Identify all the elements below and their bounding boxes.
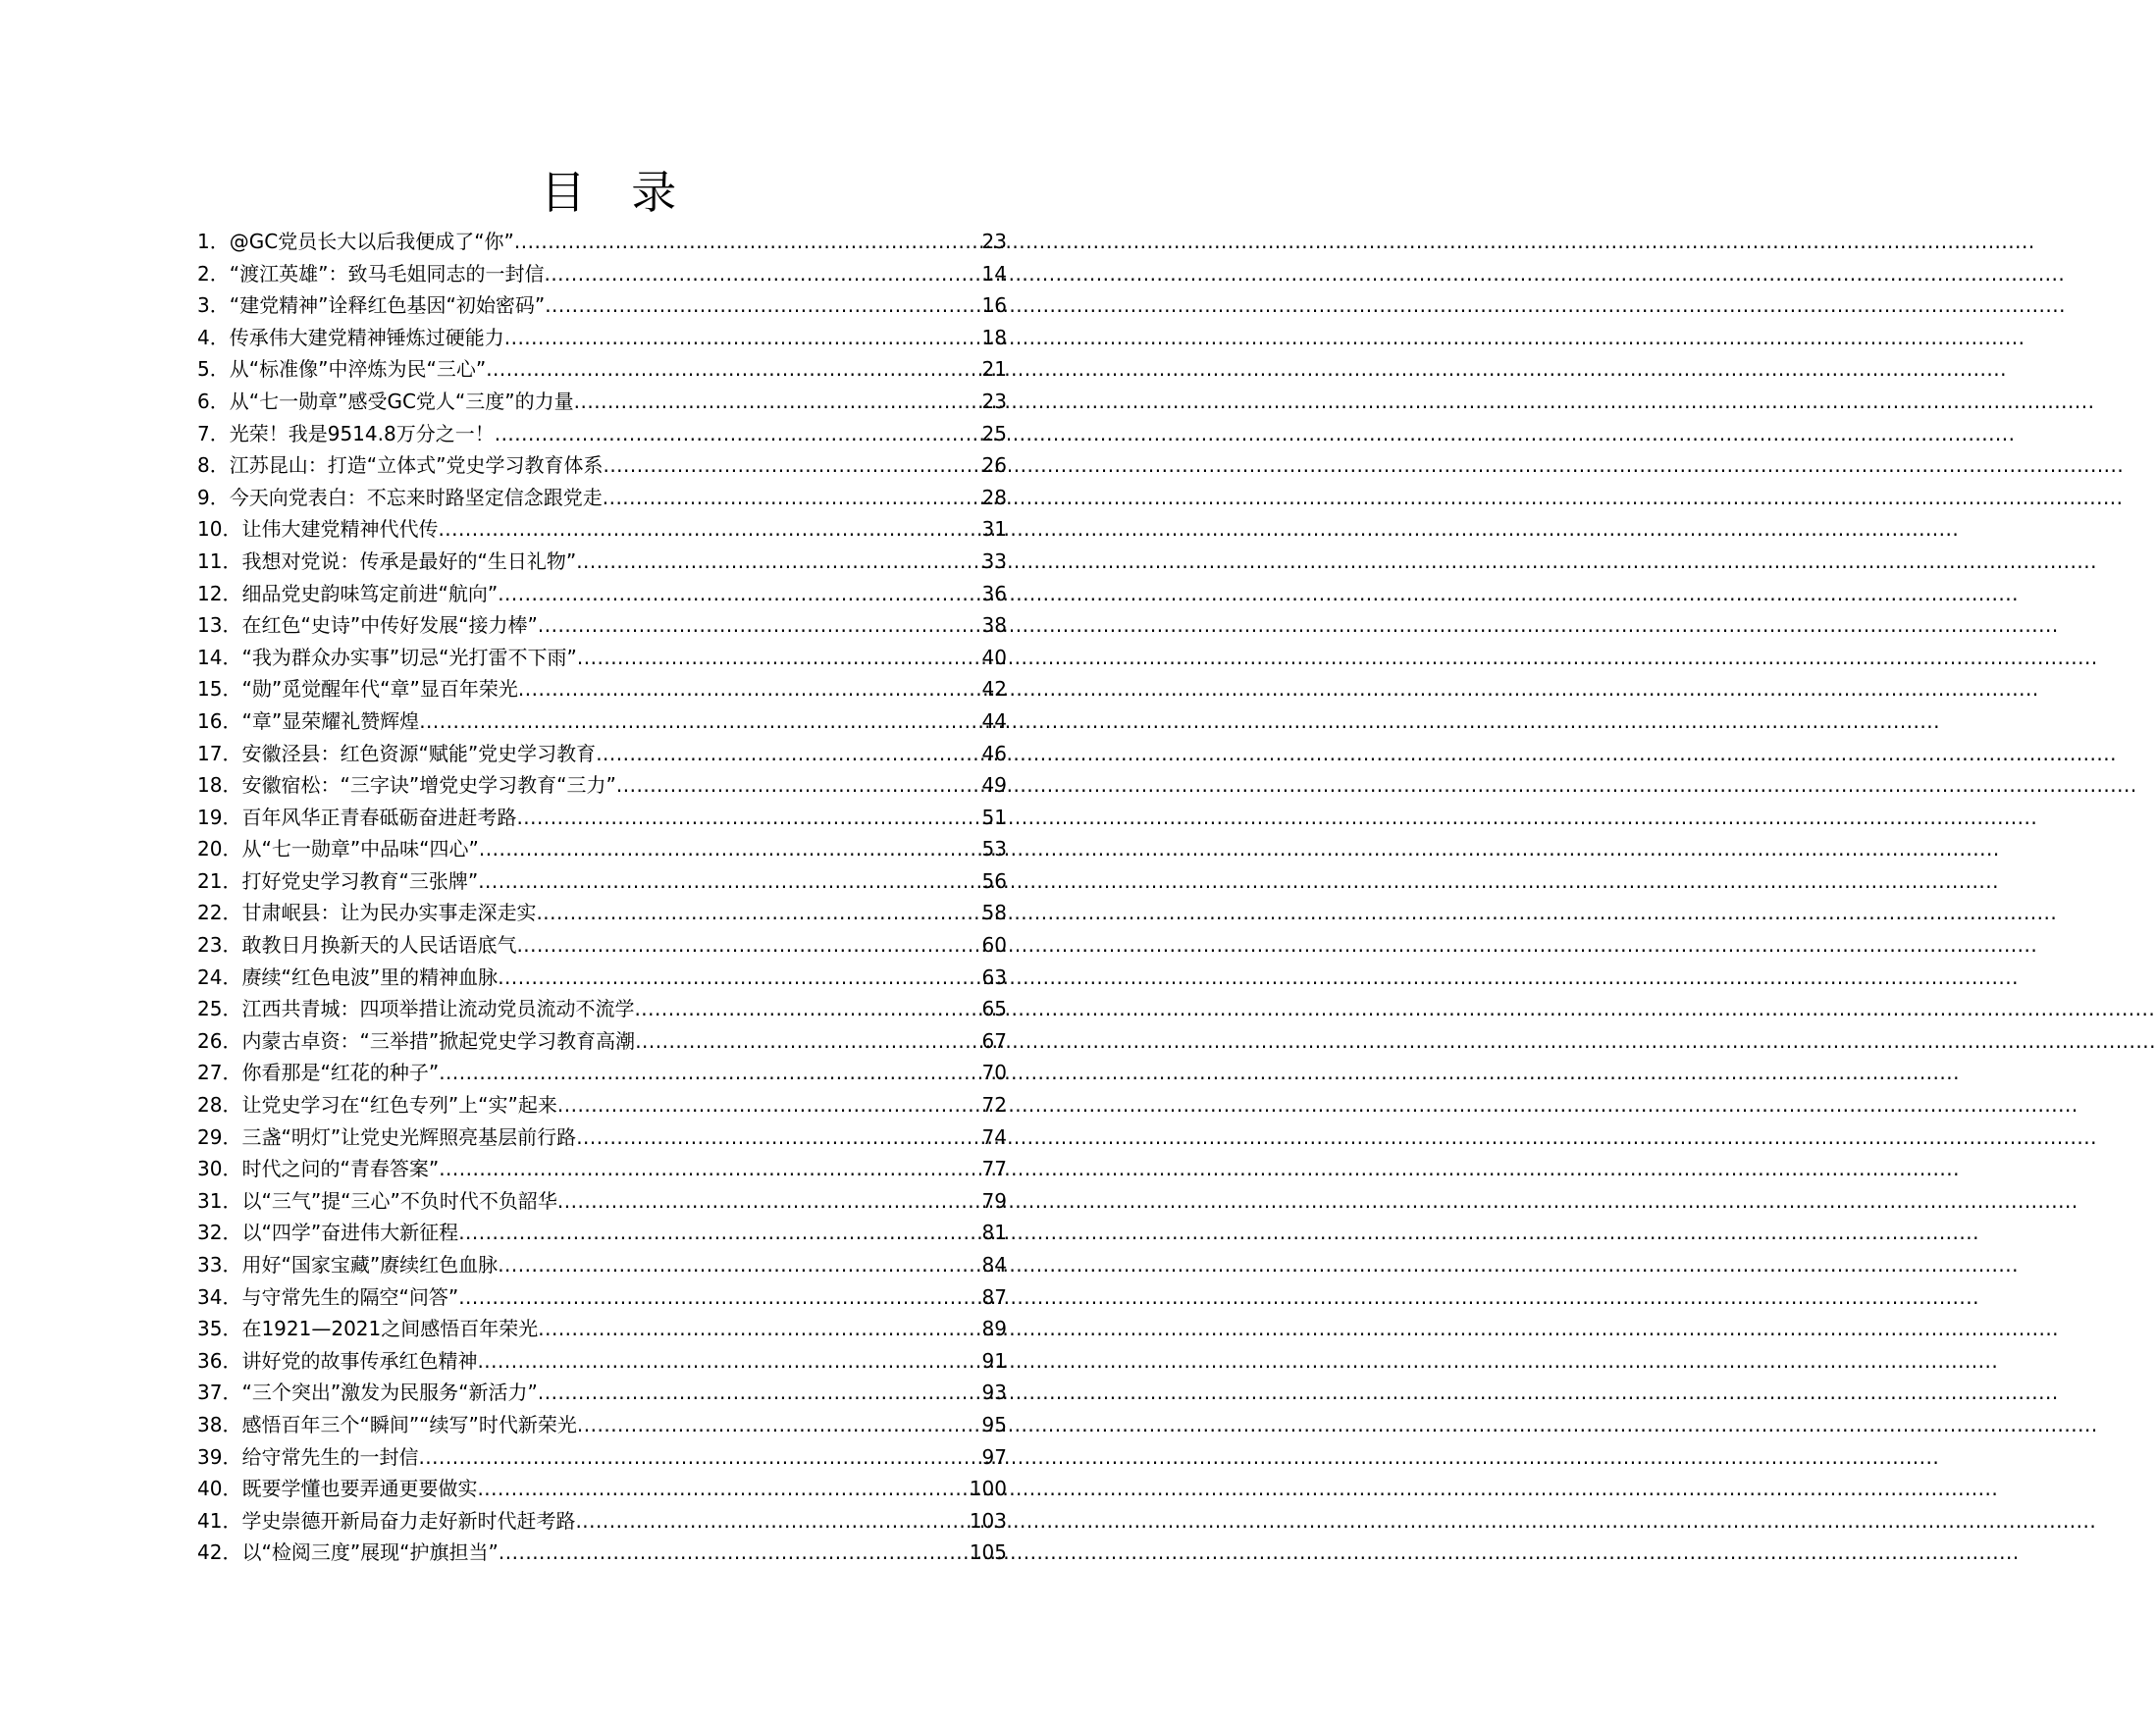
toc-entry[interactable]	[197, 1089, 1007, 1121]
toc-dot-leader	[458, 1281, 981, 1314]
toc-dot-leader	[557, 1089, 982, 1121]
toc-entry-number: 32．	[197, 1221, 242, 1245]
toc-entry-title: 在1921—2021之间感悟百年荣光	[241, 1317, 539, 1341]
toc-entry-title: “我为群众办实事”切忌“光打雷不下雨”	[241, 645, 577, 669]
toc-dot-leader	[478, 865, 981, 898]
toc-entry-number: 30．	[197, 1157, 242, 1181]
toc-entry-title: 给守常先生的一封信	[241, 1444, 419, 1469]
toc-entry-page-number: 44	[981, 708, 1007, 733]
toc-dot-leader	[557, 1185, 982, 1218]
toc-entry-title: 百年风华正青春砥砺奋进赶考路	[241, 805, 517, 829]
toc-entry[interactable]	[197, 769, 1007, 802]
toc-entry-page-number: 72	[981, 1093, 1007, 1118]
toc-entry-title: 赓续“红色电波”里的精神血脉	[241, 965, 499, 989]
toc-entry-title: “勋”觅觉醒年代“章”显百年荣光	[241, 677, 518, 702]
toc-entry-number: 8．	[197, 453, 230, 478]
toc-entry-number: 15．	[197, 677, 242, 702]
toc-entry-number: 37．	[197, 1381, 242, 1405]
toc-entry-number: 31．	[197, 1188, 242, 1213]
toc-entry-title: “章”显荣耀礼赞辉煌	[241, 708, 420, 733]
toc-entry-page-number: 60	[981, 933, 1007, 958]
toc-entry[interactable]	[197, 1057, 1007, 1089]
toc-dot-leader	[504, 322, 982, 354]
toc-entry-title: “建党精神”诠释红色基因“初始密码”	[229, 293, 546, 318]
toc-entry-title: 从“七一勋章”感受GC党人“三度”的力量	[229, 389, 574, 413]
toc-entry-number: 26．	[197, 1028, 242, 1053]
toc-entry-number: 29．	[197, 1124, 242, 1149]
toc-entry-title: 感悟百年三个“瞬间”“续写”时代新荣光	[241, 1412, 577, 1436]
toc-entry-title: @GC党员长大以后我便成了“你”	[229, 230, 514, 253]
toc-entry-title: 讲好党的故事传承红色精神	[241, 1348, 478, 1373]
toc-dot-leader	[545, 289, 981, 322]
toc-entry-page-number: 14	[981, 261, 1007, 286]
toc-entry-page-number: 25	[981, 421, 1007, 445]
toc-entry-number: 23．	[197, 933, 242, 958]
toc-entry-number: 3．	[197, 293, 230, 318]
toc-dot-leader	[536, 897, 981, 929]
toc-entry-title: 在红色“史诗”中传好发展“接力棒”	[241, 613, 538, 638]
toc-dot-leader	[498, 578, 981, 610]
toc-entry-page-number: 89	[981, 1317, 1007, 1341]
toc-entry-page-number: 79	[981, 1188, 1007, 1213]
toc-dot-leader	[544, 258, 981, 290]
toc-dot-leader	[499, 1537, 970, 1569]
toc-dot-leader	[576, 1121, 981, 1154]
toc-entry-page-number: 65	[981, 997, 1007, 1021]
toc-entry-page-number: 67	[981, 1028, 1007, 1053]
toc-dot-leader	[634, 993, 981, 1025]
toc-entry-number: 36．	[197, 1348, 242, 1373]
toc-entry-page-number: 42	[981, 677, 1007, 702]
toc-entry[interactable]	[197, 1153, 1007, 1185]
toc-entry-number: 14．	[197, 645, 242, 669]
toc-entry-number: 1．	[197, 230, 230, 253]
toc-dot-leader	[596, 738, 981, 770]
toc-entry-title: 时代之问的“青春答案”	[241, 1157, 440, 1181]
toc-entry-number: 25．	[197, 997, 242, 1021]
toc-title: 目 录	[540, 166, 693, 219]
toc-entry[interactable]	[197, 929, 1007, 962]
toc-entry-number: 10．	[197, 517, 242, 542]
toc-entry-page-number: 58	[981, 901, 1007, 925]
toc-entry-title: 敢教日月换新天的人民话语底气	[241, 933, 517, 958]
toc-dot-leader	[603, 482, 982, 514]
toc-dot-leader	[516, 802, 981, 834]
toc-dot-leader	[516, 929, 981, 962]
toc-entry-page-number: 97	[981, 1444, 1007, 1469]
toc-entry[interactable]	[197, 226, 1007, 258]
toc-entry-page-number: 63	[981, 965, 1007, 989]
toc-entry[interactable]	[197, 1121, 1007, 1154]
toc-entry-number: 34．	[197, 1284, 242, 1309]
toc-entry-number: 5．	[197, 357, 230, 382]
toc-entry[interactable]	[197, 258, 1007, 290]
toc-entry-title: 安徽泾县：红色资源“赋能”党史学习教育	[241, 741, 597, 765]
toc-entry-title: 安徽宿松：“三字诀”增党史学习教育“三力”	[241, 773, 616, 798]
toc-entry[interactable]	[197, 482, 1007, 514]
toc-dot-leader	[479, 833, 982, 865]
toc-entry[interactable]	[197, 449, 1007, 482]
toc-list	[197, 226, 1007, 1569]
toc-entry-number: 27．	[197, 1061, 242, 1085]
toc-entry-number: 12．	[197, 581, 242, 605]
toc-dot-leader	[439, 1057, 981, 1089]
toc-dot-leader	[495, 418, 982, 450]
toc-entry-number: 17．	[197, 741, 242, 765]
toc-entry-number: 20．	[197, 837, 242, 861]
toc-entry-number: 21．	[197, 868, 242, 893]
toc-entry[interactable]	[197, 1025, 1007, 1058]
toc-entry-page-number: 31	[981, 517, 1007, 542]
toc-entry[interactable]	[197, 1185, 1007, 1218]
toc-dot-leader	[498, 962, 981, 994]
toc-dot-leader	[419, 705, 981, 738]
toc-entry-page-number: 40	[981, 645, 1007, 669]
toc-entry[interactable]	[197, 642, 1007, 674]
toc-entry-page-number: 51	[981, 805, 1007, 829]
toc-entry[interactable]	[197, 1313, 1007, 1345]
toc-dot-leader	[477, 1345, 981, 1378]
toc-entry-page-number: 105	[969, 1540, 1007, 1565]
toc-entry[interactable]	[197, 609, 1007, 642]
toc-entry-page-number: 33	[981, 548, 1007, 573]
toc-entry-title: 内蒙古卓资：“三举措”掀起党史学习教育高潮	[241, 1028, 636, 1053]
toc-entry[interactable]	[197, 705, 1007, 738]
toc-entry-title: 今天向党表白：不忘来时路坚定信念跟党走	[229, 485, 603, 509]
toc-dot-leader	[635, 1025, 981, 1058]
toc-entry-number: 6．	[197, 389, 230, 413]
toc-entry-page-number: 21	[981, 357, 1007, 382]
toc-entry-page-number: 74	[981, 1124, 1007, 1149]
toc-entry-number: 9．	[197, 485, 230, 509]
toc-entry[interactable]	[197, 578, 1007, 610]
toc-entry-page-number: 26	[981, 453, 1007, 478]
toc-entry[interactable]	[197, 1505, 1007, 1538]
toc-entry-page-number: 81	[981, 1221, 1007, 1245]
toc-dot-leader	[518, 673, 982, 705]
toc-entry-number: 24．	[197, 965, 242, 989]
toc-entry-title: 细品党史韵味笃定前进“航向”	[241, 581, 499, 605]
toc-entry-page-number: 23	[981, 389, 1007, 413]
toc-entry-title: “渡江英雄”：致马毛姐同志的一封信	[229, 261, 545, 286]
toc-entry[interactable]	[197, 1473, 1007, 1505]
toc-entry[interactable]	[197, 962, 1007, 994]
toc-entry-title: 让伟大建党精神代代传	[241, 517, 439, 542]
toc-dot-leader	[439, 1153, 981, 1185]
toc-entry[interactable]	[197, 1345, 1007, 1378]
toc-entry[interactable]	[197, 673, 1007, 705]
toc-entry[interactable]	[197, 1537, 1007, 1569]
toc-entry-number: 40．	[197, 1477, 242, 1501]
toc-entry-page-number: 87	[981, 1284, 1007, 1309]
toc-entry[interactable]	[197, 322, 1007, 354]
toc-entry-title: 江苏昆山：打造“立体式”党史学习教育体系	[229, 453, 604, 478]
toc-entry-title: 以“检阅三度”展现“护旗担当”	[241, 1540, 499, 1565]
toc-entry-number: 28．	[197, 1093, 242, 1118]
toc-entry-page-number: 23	[981, 230, 1007, 253]
toc-entry-page-number: 18	[981, 325, 1007, 349]
toc-entry[interactable]	[197, 738, 1007, 770]
toc-entry[interactable]	[197, 1281, 1007, 1314]
toc-entry-title: 以“三气”提“三心”不负时代不负韶华	[241, 1188, 557, 1213]
toc-entry-number: 4．	[197, 325, 230, 349]
toc-entry-page-number: 56	[981, 868, 1007, 893]
toc-entry-page-number: 49	[981, 773, 1007, 798]
toc-dot-leader	[514, 226, 982, 258]
toc-entry-number: 42．	[197, 1540, 242, 1565]
toc-dot-leader	[574, 386, 982, 418]
toc-dot-leader	[498, 1249, 981, 1281]
toc-entry-page-number: 38	[981, 613, 1007, 638]
toc-dot-leader	[486, 353, 981, 386]
toc-entry[interactable]	[197, 865, 1007, 898]
toc-entry-number: 16．	[197, 708, 242, 733]
toc-entry-title: 三盏“明灯”让党史光辉照亮基层前行路	[241, 1124, 577, 1149]
toc-dot-leader	[577, 1409, 982, 1441]
toc-entry[interactable]	[197, 513, 1007, 546]
toc-entry-page-number: 95	[981, 1412, 1007, 1436]
toc-entry-page-number: 70	[981, 1061, 1007, 1085]
toc-dot-leader	[538, 1313, 981, 1345]
toc-entry-number: 19．	[197, 805, 242, 829]
toc-entry-title: 从“标准像”中淬炼为民“三心”	[229, 357, 487, 382]
toc-entry[interactable]	[197, 418, 1007, 450]
toc-entry-title: 以“四学”奋进伟大新征程	[241, 1221, 459, 1245]
toc-entry-number: 2．	[197, 261, 230, 286]
toc-entry[interactable]	[197, 802, 1007, 834]
toc-entry[interactable]	[197, 1441, 1007, 1474]
toc-entry-number: 22．	[197, 901, 242, 925]
toc-entry-page-number: 103	[969, 1508, 1007, 1533]
toc-entry-title: 从“七一勋章”中品味“四心”	[241, 837, 479, 861]
toc-entry-number: 39．	[197, 1444, 242, 1469]
toc-entry-title: 用好“国家宝藏”赓续红色血脉	[241, 1253, 499, 1277]
toc-dot-leader	[538, 609, 982, 642]
toc-entry-title: 我想对党说：传承是最好的“生日礼物”	[241, 548, 577, 573]
toc-entry-number: 18．	[197, 773, 242, 798]
toc-entry-number: 7．	[197, 421, 230, 445]
toc-entry-number: 41．	[197, 1508, 242, 1533]
toc-entry[interactable]	[197, 386, 1007, 418]
toc-entry-page-number: 77	[981, 1157, 1007, 1181]
toc-entry-number: 38．	[197, 1412, 242, 1436]
toc-entry[interactable]	[197, 353, 1007, 386]
toc-dot-leader	[538, 1377, 982, 1409]
toc-dot-leader	[477, 1473, 969, 1505]
toc-entry-title: 学史崇德开新局奋力走好新时代赶考路	[241, 1508, 576, 1533]
toc-dot-leader	[458, 1217, 981, 1249]
toc-dot-leader	[438, 513, 981, 546]
toc-entry-title: 甘肃岷县：让为民办实事走深走实	[241, 901, 537, 925]
toc-entry[interactable]	[197, 1377, 1007, 1409]
toc-entry-page-number: 91	[981, 1348, 1007, 1373]
toc-entry-page-number: 46	[981, 741, 1007, 765]
toc-entry-page-number: 93	[981, 1381, 1007, 1405]
toc-entry-title: 既要学懂也要弄通更要做实	[241, 1477, 478, 1501]
toc-entry-title: 打好党史学习教育“三张牌”	[241, 868, 479, 893]
toc-dot-leader	[603, 449, 981, 482]
toc-entry[interactable]	[197, 1409, 1007, 1441]
toc-entry-page-number: 84	[981, 1253, 1007, 1277]
toc-entry-number: 35．	[197, 1317, 242, 1341]
toc-entry[interactable]	[197, 993, 1007, 1025]
toc-entry[interactable]	[197, 546, 1007, 578]
toc-entry[interactable]	[197, 833, 1007, 865]
toc-dot-leader	[576, 546, 981, 578]
toc-entry-page-number: 100	[969, 1477, 1007, 1501]
toc-entry-title: 传承伟大建党精神锤炼过硬能力	[229, 325, 504, 349]
toc-entry-title: 光荣！我是9514.8万分之一！	[229, 421, 495, 445]
toc-entry-page-number: 28	[981, 485, 1007, 509]
toc-entry[interactable]	[197, 897, 1007, 929]
toc-entry[interactable]	[197, 289, 1007, 322]
toc-entry-title: 江西共青城：四项举措让流动党员流动不流学	[241, 997, 635, 1021]
toc-entry-number: 11．	[197, 548, 242, 573]
toc-entry-page-number: 16	[981, 293, 1007, 318]
toc-dot-leader	[575, 1505, 969, 1538]
toc-entry[interactable]	[197, 1249, 1007, 1281]
toc-entry-title: “三个突出”激发为民服务“新活力”	[241, 1381, 538, 1405]
toc-entry-number: 13．	[197, 613, 242, 638]
toc-dot-leader	[616, 769, 982, 802]
toc-entry-title: 让党史学习在“红色专列”上“实”起来	[241, 1093, 557, 1118]
toc-entry-title: 你看那是“红花的种子”	[241, 1061, 440, 1085]
toc-entry-number: 33．	[197, 1253, 242, 1277]
toc-entry-title: 与守常先生的隔空“问答”	[241, 1284, 459, 1309]
toc-entry-page-number: 53	[981, 837, 1007, 861]
toc-dot-leader	[577, 642, 982, 674]
toc-dot-leader	[418, 1441, 981, 1474]
toc-entry[interactable]	[197, 1217, 1007, 1249]
toc-entry-page-number: 36	[981, 581, 1007, 605]
